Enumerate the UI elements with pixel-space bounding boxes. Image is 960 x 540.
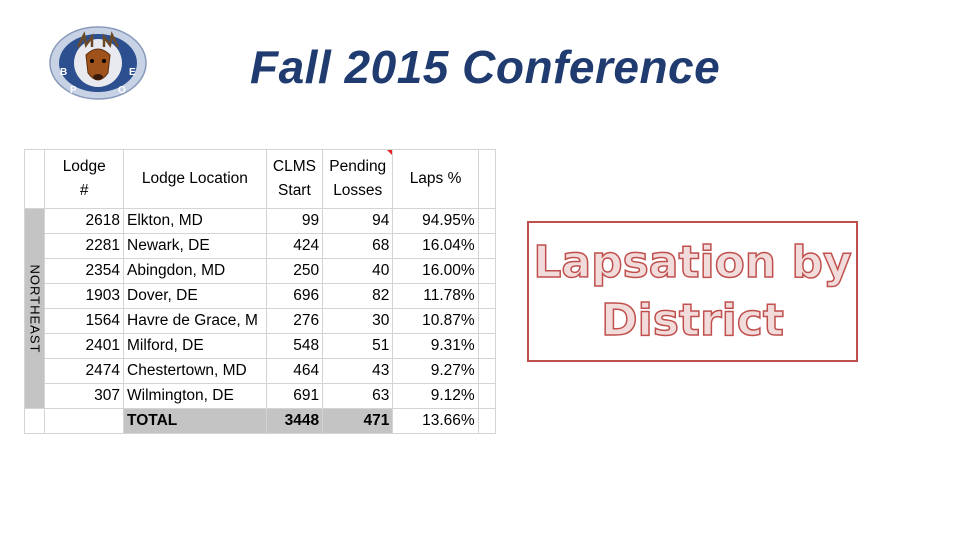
region-cell (25, 209, 45, 409)
header-clms-start: CLMS Start (266, 150, 322, 209)
spacer-cell (478, 359, 495, 384)
slide-title: Fall 2015 Conference (250, 41, 721, 93)
header-blank (25, 150, 45, 209)
lodge-location-cell: Wilmington, DE (124, 384, 267, 409)
total-blank-cell (25, 409, 45, 434)
elks-logo (48, 25, 148, 101)
laps-pct-cell: 11.78% (393, 284, 478, 309)
callout-text: Lapsation by District (533, 236, 852, 346)
table-row (25, 334, 496, 359)
pending-losses-cell: 43 (323, 359, 393, 384)
lodge-number-cell: 2474 (45, 359, 124, 384)
table-row (25, 259, 496, 284)
lapsation-table (24, 149, 496, 434)
region-label: NORTHEAST (27, 264, 43, 353)
lodge-location-cell: Newark, DE (124, 234, 267, 259)
spacer-cell (478, 234, 495, 259)
clms-start-cell: 691 (266, 384, 322, 409)
lodge-number-cell: 307 (45, 384, 124, 409)
clms-start-cell: 99 (266, 209, 322, 234)
comment-indicator-icon (386, 150, 393, 157)
pending-losses-cell: 40 (323, 259, 393, 284)
table-row (25, 309, 496, 334)
clms-start-cell: 696 (266, 284, 322, 309)
table-row (25, 234, 496, 259)
header-spacer (478, 150, 495, 209)
pending-losses-cell: 94 (323, 209, 393, 234)
spacer-cell (478, 409, 495, 434)
table-row (25, 359, 496, 384)
table-row (25, 209, 496, 234)
clms-start-cell: 548 (266, 334, 322, 359)
lodge-location-cell: Abingdon, MD (124, 259, 267, 284)
total-blank-cell (45, 409, 124, 434)
lapsation-callout (527, 221, 858, 362)
lodge-location-cell: Chestertown, MD (124, 359, 267, 384)
header-pending-losses (323, 150, 393, 209)
clms-start-cell: 276 (266, 309, 322, 334)
lodge-number-cell: 1903 (45, 284, 124, 309)
clms-start-cell: 250 (266, 259, 322, 284)
lodge-number-cell: 2281 (45, 234, 124, 259)
pending-losses-cell: 51 (323, 334, 393, 359)
lodge-location-cell: Dover, DE (124, 284, 267, 309)
clms-start-cell: 464 (266, 359, 322, 384)
logo-letter-e: E (129, 67, 136, 78)
table-row (25, 384, 496, 409)
laps-pct-cell: 10.87% (393, 309, 478, 334)
logo-letter-b: B (60, 67, 68, 78)
table-row (25, 284, 496, 309)
laps-pct-cell: 94.95% (393, 209, 478, 234)
laps-pct-cell: 16.04% (393, 234, 478, 259)
spacer-cell (478, 259, 495, 284)
pending-losses-cell: 63 (323, 384, 393, 409)
lodge-location-cell: Havre de Grace, M (124, 309, 267, 334)
header-laps-pct: Laps % (393, 150, 478, 209)
lodge-location-cell: Elkton, MD (124, 209, 267, 234)
pending-losses-cell: 68 (323, 234, 393, 259)
laps-pct-cell: 9.12% (393, 384, 478, 409)
total-laps-cell: 13.66% (393, 409, 478, 434)
elks-emblem-icon (48, 25, 148, 101)
lodge-number-cell: 2618 (45, 209, 124, 234)
total-label-cell: TOTAL (124, 409, 267, 434)
pending-losses-cell: 82 (323, 284, 393, 309)
spacer-cell (478, 284, 495, 309)
logo-letter-p: P (70, 85, 77, 96)
header-location: Lodge Location (124, 150, 267, 209)
header-lodge-num: Lodge # (45, 150, 124, 209)
lodge-number-cell: 2401 (45, 334, 124, 359)
spacer-cell (478, 334, 495, 359)
total-pending-cell: 471 (323, 409, 393, 434)
total-clms-cell: 3448 (266, 409, 322, 434)
spacer-cell (478, 384, 495, 409)
lodge-number-cell: 1564 (45, 309, 124, 334)
laps-pct-cell: 9.27% (393, 359, 478, 384)
header-row (25, 150, 496, 209)
clms-start-cell: 424 (266, 234, 322, 259)
lodge-location-cell: Milford, DE (124, 334, 267, 359)
spacer-cell (478, 309, 495, 334)
total-row (25, 409, 496, 434)
laps-pct-cell: 16.00% (393, 259, 478, 284)
laps-pct-cell: 9.31% (393, 334, 478, 359)
logo-letter-o: O (118, 85, 126, 96)
spreadsheet-excerpt (24, 149, 496, 436)
pending-losses-cell: 30 (323, 309, 393, 334)
header-pending-label: Pending Losses (329, 158, 387, 199)
lodge-number-cell: 2354 (45, 259, 124, 284)
spacer-cell (478, 209, 495, 234)
